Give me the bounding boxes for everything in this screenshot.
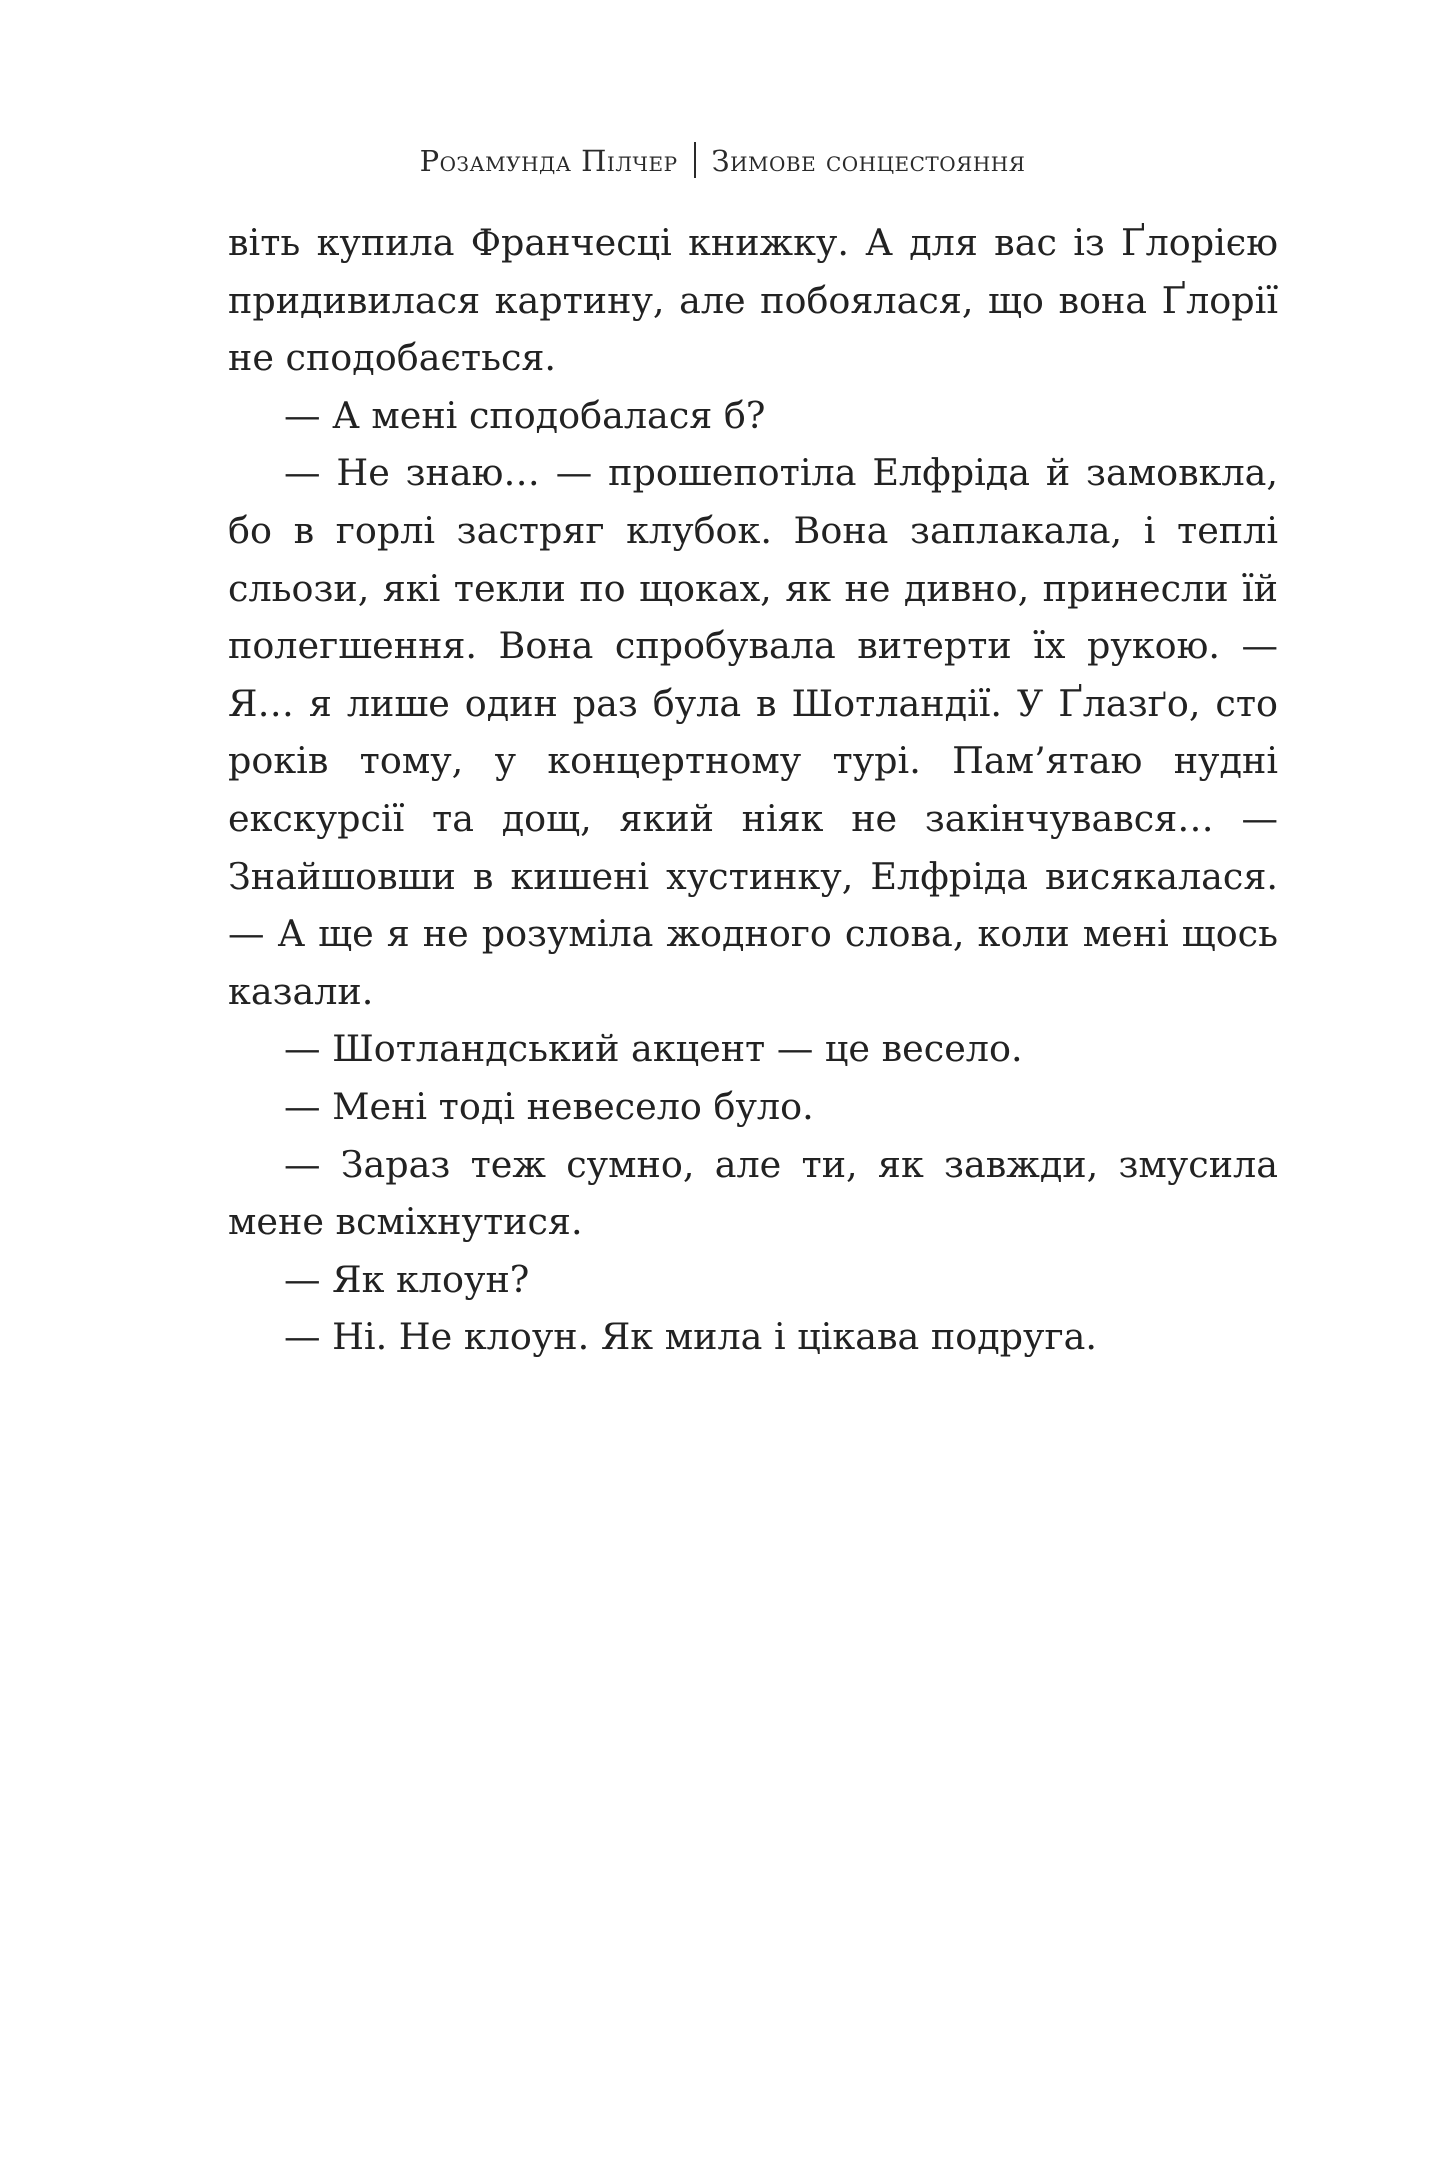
header-title: Зимове сонцестояння bbox=[711, 144, 1026, 178]
paragraph: — Мені тоді невесело було. bbox=[284, 1084, 814, 1128]
paragraph: — Шотландський акцент — це весело. bbox=[284, 1027, 1023, 1071]
paragraph: — Як клоун? bbox=[284, 1257, 530, 1301]
body-text bbox=[228, 214, 1278, 1366]
header-separator bbox=[694, 142, 696, 178]
paragraph: віть купила Франчесці книжку. А для вас із Ґлорією придивилася картину, але побоялася, що вона Ґлорії не сподобається. bbox=[228, 221, 1278, 380]
paragraph: — Не знаю… — прошепотіла Елфріда й замовкла, бо в горлі застряг клубок. Вона заплакала, і теплі сльози, які текли по щоках, як не дивно, принесли їй полегшення. Вона спробувала витерти їх рукою. — Я… я лише один раз була в Шотландії. У Ґлазґо, сто років тому, у концертному турі. Пам’ятаю нудні екскурсії та дощ, який ніяк не закінчувався… — Знайшовши в кишені хустинку, Елфріда висякалася. — А ще я не розуміла жодного слова, коли мені щось казали. bbox=[228, 451, 1278, 1013]
paragraph: — А мені сподобалася б? bbox=[284, 393, 766, 437]
running-head bbox=[0, 142, 1445, 178]
paragraph: — Ні. Не клоун. Як мила і цікава подруга. bbox=[284, 1315, 1097, 1359]
paragraph: — Зараз теж сумно, але ти, як завжди, змусила мене всміхнутися. bbox=[228, 1142, 1278, 1244]
header-author: Розамунда Пілчер bbox=[419, 144, 678, 178]
